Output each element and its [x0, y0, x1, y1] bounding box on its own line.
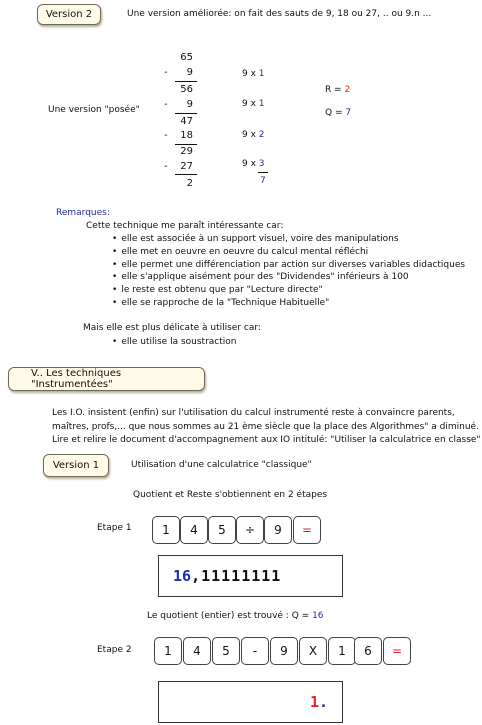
version-2-label: Version 2 — [45, 9, 93, 20]
key-4: 4 — [180, 516, 208, 544]
list-item: • elle se rapproche de la "Technique Habituelle" — [112, 297, 465, 310]
list-item: • elle s'applique aisément pour des "Dividendes" inférieurs à 100 — [112, 271, 465, 284]
key-4: 4 — [183, 637, 211, 665]
sub-line — [175, 81, 197, 82]
posee-label: Une version "posée" — [48, 105, 140, 115]
sub-line — [175, 113, 197, 114]
partial-result: 29 — [180, 146, 193, 157]
remarques-title: Remarques: — [56, 208, 110, 218]
subtrahend: 18 — [180, 130, 193, 141]
key-9: 9 — [270, 637, 298, 665]
sub-line — [175, 174, 197, 175]
quotient-result: Q = 7 — [325, 108, 352, 118]
remarques-intro: Cette technique me paraît intéressante car: — [86, 221, 284, 231]
subtrahend: 9 — [186, 99, 193, 110]
list-item: • elle met en oeuvre en oeuvre du calcul mental réfléchi — [112, 246, 465, 259]
version-1-description: Utilisation d'une calculatrice "classique" — [131, 460, 312, 470]
calculator-display-2 — [158, 681, 343, 723]
subtrahend: 27 — [180, 161, 193, 172]
mult-step: 9 x 2 — [242, 130, 265, 140]
key-divide: ÷ — [236, 516, 264, 544]
subtrahend: 9 — [186, 67, 193, 78]
partial-result: 56 — [180, 84, 193, 95]
list-item: • le reste est obtenu que par "Lecture directe" — [112, 284, 465, 297]
section-title: V.. Les techniques "Instrumentées" — [31, 368, 122, 390]
list-item: • elle est associée à un support visuel, voire des manipulations — [112, 233, 465, 246]
version-2-badge — [37, 4, 101, 25]
remainder-result: R = 2 — [325, 85, 351, 95]
minus-sign: - — [164, 130, 168, 141]
key-multiply: X — [299, 637, 327, 665]
key-6: 6 — [354, 637, 382, 665]
minus-sign: - — [164, 99, 168, 110]
key-9: 9 — [264, 516, 292, 544]
quotient-sum: 7 — [260, 176, 266, 186]
paragraph-line: Lire et relire le document d'accompagnement aux IO intitulé: "Utiliser la calculatrice en classe" — [52, 435, 481, 445]
key-equals: = — [383, 637, 411, 665]
mult-step: 9 x 1 — [242, 69, 265, 79]
list-item: • elle utilise la soustraction — [112, 336, 236, 349]
key-equals: = — [293, 516, 321, 544]
display-decimals: ,11111111 — [191, 567, 282, 585]
key-5: 5 — [208, 516, 236, 544]
list-item: • elle permet une différenciation par action sur diverses variables didactiques — [112, 259, 465, 272]
section-title-badge — [8, 367, 205, 391]
dividend: 65 — [180, 52, 193, 63]
display-remainder: 1 — [309, 693, 319, 711]
sum-line — [258, 172, 268, 173]
mult-step: 9 x 1 — [242, 99, 265, 109]
key-minus: - — [241, 637, 269, 665]
version-2-description: Une version améliorée: on fait des sauts de 9, 18 ou 27, .. ou 9.n ... — [127, 9, 432, 19]
key-1: 1 — [152, 516, 180, 544]
sub-line — [175, 144, 197, 145]
io-paragraph — [52, 407, 481, 448]
remainder: 2 — [186, 178, 193, 189]
minus-sign: - — [164, 67, 168, 78]
partial-result: 47 — [180, 116, 193, 127]
calculator-display-1 — [158, 555, 343, 597]
key-5: 5 — [212, 637, 240, 665]
key-1: 1 — [328, 637, 356, 665]
display-dot: . — [318, 693, 328, 711]
remarques-but-list — [112, 336, 236, 349]
etape-2-label: Etape 2 — [97, 645, 132, 655]
mult-step: 9 x 3 — [242, 159, 265, 169]
remarques-list — [112, 233, 465, 310]
remarques-but: Mais elle est plus délicate à utiliser car: — [83, 323, 261, 333]
etape-1-label: Etape 1 — [97, 523, 132, 533]
minus-sign: - — [164, 161, 168, 172]
key-1: 1 — [154, 637, 182, 665]
quotient-found: Le quotient (entier) est trouvé : Q = 16 — [147, 611, 324, 621]
version-1-badge — [43, 454, 109, 477]
version-1-label: Version 1 — [52, 460, 100, 471]
paragraph-line: Les I.O. insistent (enfin) sur l'utilisation du calcul instrumenté reste à convaincre parents, — [52, 408, 455, 418]
two-steps-subtitle: Quotient et Reste s'obtiennent en 2 étapes — [133, 490, 328, 500]
paragraph-line: maîtres, profs,... que nous sommes au 21 ème siècle que la place des Algorithmes" a diminué. — [52, 421, 479, 432]
display-quotient: 16 — [173, 567, 192, 585]
